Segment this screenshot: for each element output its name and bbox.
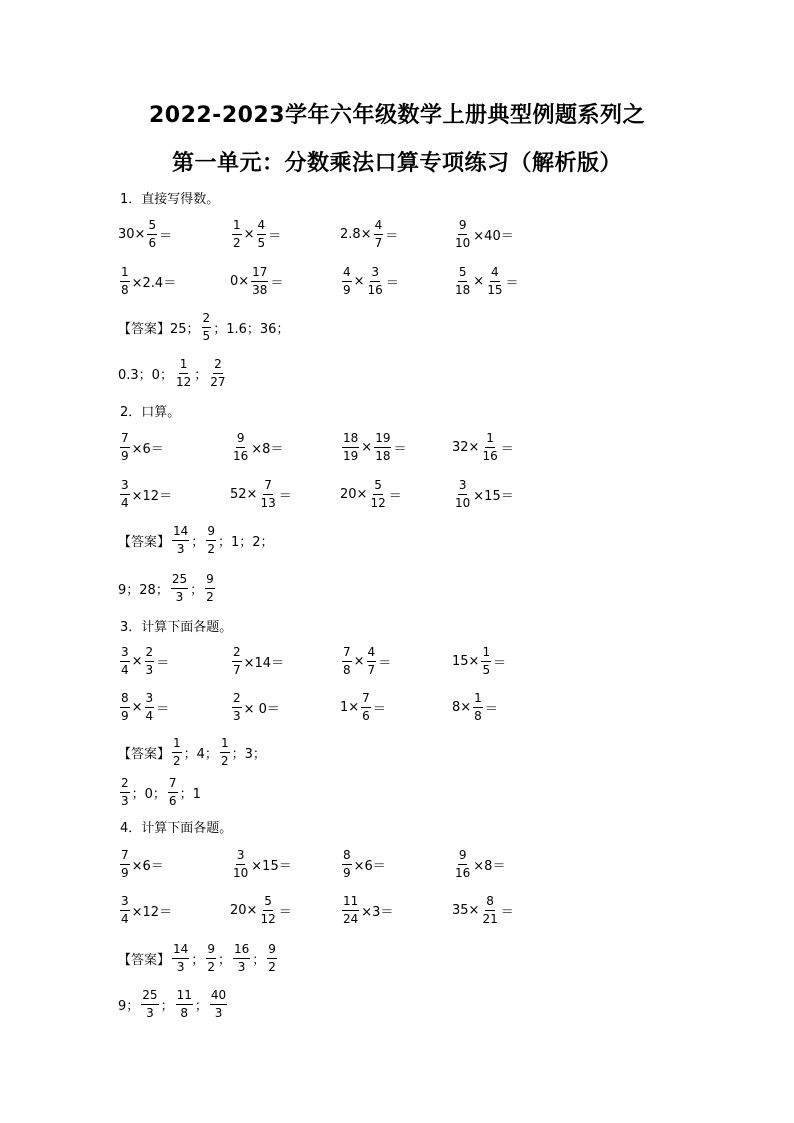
expression-text: ＝ [393, 441, 407, 457]
fraction [367, 265, 384, 298]
math-problem [118, 259, 176, 303]
fraction-denominator: 7 [367, 662, 376, 677]
math-problem [118, 425, 164, 469]
problem-row [0, 639, 794, 683]
expression-text: 1× [340, 699, 360, 715]
math-problem [452, 888, 514, 932]
fraction-numerator: 4 [374, 218, 384, 235]
fraction-denominator: 2 [173, 753, 181, 768]
fraction-denominator: 3 [121, 793, 129, 808]
fraction-denominator: 2 [268, 959, 276, 974]
fraction [205, 572, 215, 605]
expression-text: ＝ [505, 275, 519, 291]
fraction-numerator: 11 [342, 894, 359, 911]
problem-row [0, 212, 794, 256]
fraction-denominator: 5 [482, 662, 491, 677]
fraction [120, 848, 130, 881]
expression-text: × [361, 439, 373, 455]
expression-text: ＝ [159, 228, 173, 244]
expression-text: × 0＝ [243, 701, 280, 717]
fraction-numerator: 3 [120, 478, 130, 495]
expression-text: ×8＝ [251, 441, 284, 457]
fraction-numerator: 7 [263, 478, 273, 495]
math-problem [452, 685, 498, 729]
expression-text: × [243, 226, 255, 242]
math-problem [452, 842, 505, 886]
expression-text: ＝ [484, 701, 498, 717]
fraction-numerator: 1 [481, 645, 491, 662]
expression-text: × [353, 273, 365, 289]
fraction-numerator: 7 [342, 645, 352, 662]
problem-row [0, 842, 794, 886]
fraction [454, 848, 471, 881]
expression-text: ×40＝ [473, 228, 514, 244]
fraction [342, 265, 352, 298]
fraction-numerator: 17 [251, 265, 268, 282]
fraction-denominator: 10 [233, 865, 249, 880]
expression-text: ×14＝ [243, 655, 285, 671]
expression-text: ＝ [500, 904, 514, 920]
fraction-numerator: 7 [361, 691, 371, 708]
fraction-denominator: 16 [233, 448, 249, 463]
fraction-denominator: 3 [145, 662, 154, 677]
expression-text: 8× [452, 699, 472, 715]
fraction-denominator: 7 [233, 662, 241, 677]
fraction-denominator: 12 [370, 495, 386, 510]
answer-line [118, 518, 274, 562]
fraction-numerator: 3 [458, 478, 468, 495]
fraction-denominator: 21 [482, 911, 498, 926]
fraction-numerator: 2 [232, 691, 242, 708]
expression-text: ；4； [183, 746, 218, 762]
math-problem [230, 259, 283, 303]
fraction-denominator: 19 [343, 448, 359, 463]
fraction-denominator: 3 [214, 1005, 223, 1020]
fraction [481, 894, 498, 927]
question-heading: 4．计算下面各题。 [120, 821, 233, 836]
fraction-denominator: 8 [343, 662, 351, 677]
fraction-numerator: 9 [458, 848, 468, 865]
expression-text: ＝ [378, 655, 392, 671]
fraction-numerator: 3 [370, 265, 380, 282]
fraction [473, 691, 483, 724]
fraction-numerator: 9 [206, 524, 216, 541]
fraction-numerator: 7 [120, 431, 130, 448]
fraction [120, 776, 130, 809]
expression-text: ＝ [493, 655, 507, 671]
fraction-numerator: 3 [236, 848, 246, 865]
fraction-numerator: 8 [485, 894, 495, 911]
fraction [267, 942, 277, 975]
fraction-denominator: 10 [455, 495, 471, 510]
math-problem [230, 842, 292, 886]
expression-text: ＝ [372, 701, 386, 717]
expression-text: 32× [452, 439, 480, 455]
fraction-denominator: 3 [176, 541, 185, 556]
fraction [232, 645, 242, 678]
fraction [232, 218, 242, 251]
fraction-numerator: 2 [202, 311, 212, 328]
question-heading: 2．口算。 [120, 405, 181, 420]
math-problem [452, 639, 506, 683]
expression-text: ×6＝ [131, 858, 164, 874]
math-problem [230, 425, 283, 469]
fraction [172, 524, 189, 557]
fraction [342, 894, 359, 927]
expression-text: ×8＝ [473, 858, 506, 874]
fraction-denominator: 6 [362, 708, 370, 723]
fraction [209, 357, 226, 390]
math-problem [230, 639, 284, 683]
expression-text: ＝ [500, 441, 514, 457]
fraction [233, 942, 250, 975]
fraction [145, 645, 155, 678]
fraction-numerator: 2 [213, 357, 223, 374]
answer-line [118, 730, 266, 774]
fraction-numerator: 1 [179, 357, 189, 374]
answer-line [118, 566, 217, 610]
expression-text: 30× [118, 226, 146, 242]
answer-line [118, 305, 289, 349]
fraction [367, 645, 377, 678]
expression-text: 15× [452, 653, 480, 669]
math-problem [118, 212, 172, 256]
expression-text: 【答案】 [118, 952, 171, 968]
problem-row [0, 472, 794, 516]
answer-line [118, 351, 229, 395]
fraction-denominator: 3 [233, 708, 241, 723]
fraction-numerator: 7 [120, 848, 130, 865]
math-problem [118, 888, 172, 932]
expression-text: ＝ [388, 488, 402, 504]
fraction-denominator: 10 [455, 235, 471, 250]
fraction-denominator: 18 [375, 448, 391, 463]
fraction-numerator: 1 [473, 691, 483, 708]
fraction-denominator: 8 [121, 282, 129, 297]
fraction-numerator: 8 [120, 691, 130, 708]
fraction [454, 478, 471, 511]
fraction-denominator: 12 [175, 374, 192, 389]
fraction-numerator: 9 [458, 218, 468, 235]
fraction [369, 478, 386, 511]
answer-line [118, 770, 201, 814]
expression-text: ＝ [270, 275, 284, 291]
math-problem [118, 639, 169, 683]
math-problem [118, 472, 172, 516]
fraction-denominator: 38 [252, 282, 268, 297]
expression-text: ＝ [156, 701, 170, 717]
expression-text: ×12＝ [131, 904, 173, 920]
fraction-denominator: 3 [146, 1005, 154, 1020]
fraction-numerator: 9 [236, 431, 246, 448]
expression-text: ； [191, 534, 205, 550]
fraction-denominator: 12 [260, 911, 276, 926]
expression-text: × [131, 653, 143, 669]
math-problem [340, 685, 386, 729]
expression-text: ＝ [156, 655, 170, 671]
expression-text: × [353, 653, 365, 669]
fraction-numerator: 9 [205, 572, 215, 589]
fraction [176, 988, 193, 1021]
fraction-denominator: 9 [343, 865, 351, 880]
expression-text: 【答案】 [118, 534, 171, 550]
fraction-denominator: 4 [121, 911, 129, 926]
page-subtitle: 第一单元：分数乘法口算专项练习（解析版） [171, 151, 622, 176]
expression-text: ×2.4＝ [131, 275, 177, 291]
fraction-denominator: 9 [343, 282, 351, 297]
fraction [171, 572, 188, 605]
fraction [259, 894, 276, 927]
fraction-numerator: 14 [172, 524, 189, 541]
fraction-numerator: 2 [232, 645, 242, 662]
fraction-denominator: 4 [145, 708, 154, 723]
expression-text: 2.8× [340, 226, 372, 242]
fraction-denominator: 2 [220, 753, 229, 768]
fraction-numerator: 4 [342, 265, 352, 282]
expression-text: 9；28； [118, 582, 169, 598]
math-problem [118, 685, 169, 729]
fraction [342, 431, 359, 464]
fraction-numerator: 14 [172, 942, 189, 959]
fraction [141, 988, 158, 1021]
expression-text: 35× [452, 902, 480, 918]
fraction [172, 942, 189, 975]
fraction [210, 988, 227, 1021]
fraction-numerator: 9 [206, 942, 216, 959]
fraction-numerator: 3 [145, 691, 155, 708]
page-title: 2022-2023学年六年级数学上册典型例题系列之 [148, 103, 646, 128]
fraction [206, 942, 216, 975]
expression-text: ×6＝ [353, 858, 386, 874]
expression-text: ×12＝ [131, 488, 173, 504]
math-problem [230, 212, 281, 256]
fraction-denominator: 6 [168, 793, 177, 808]
math-problem [340, 842, 386, 886]
fraction-numerator: 3 [120, 645, 130, 662]
expression-text: ×15＝ [473, 488, 514, 504]
fraction-numerator: 4 [257, 218, 267, 235]
answer-line [118, 982, 229, 1026]
math-problem [230, 685, 280, 729]
expression-text: 52× [230, 486, 258, 502]
expression-text: ＝ [278, 488, 292, 504]
problem-row [0, 425, 794, 469]
fraction-denominator: 9 [121, 865, 129, 880]
math-problem [230, 888, 292, 932]
fraction-denominator: 3 [176, 959, 185, 974]
fraction-denominator: 16 [455, 865, 471, 880]
fraction [232, 691, 242, 724]
fraction-numerator: 18 [342, 431, 359, 448]
fraction [220, 736, 230, 769]
expression-text: ；1；2； [217, 534, 274, 550]
fraction-denominator: 9 [121, 448, 129, 463]
fraction-numerator: 1 [172, 736, 182, 753]
expression-text: ；1.6；36； [213, 321, 290, 337]
expression-text: ＝ [385, 275, 399, 291]
expression-text: 9； [118, 998, 140, 1014]
fraction-denominator: 2 [233, 235, 241, 250]
math-problem [452, 472, 514, 516]
fraction [206, 524, 216, 557]
fraction [147, 218, 157, 251]
expression-text: ×15＝ [251, 858, 292, 874]
question-heading: 3．计算下面各题。 [120, 620, 233, 635]
fraction-denominator: 24 [343, 911, 359, 926]
fraction-numerator: 4 [490, 265, 500, 282]
fraction [454, 265, 471, 298]
fraction-numerator: 7 [168, 776, 178, 793]
fraction [481, 431, 498, 464]
fraction [120, 265, 130, 298]
fraction-numerator: 5 [263, 894, 273, 911]
math-problem [452, 212, 514, 256]
fraction-denominator: 7 [374, 235, 383, 250]
fraction-numerator: 19 [374, 431, 391, 448]
fraction [145, 691, 155, 724]
fraction-numerator: 2 [145, 645, 155, 662]
fraction [120, 691, 130, 724]
fraction-numerator: 1 [485, 431, 495, 448]
fraction [120, 478, 130, 511]
fraction [259, 478, 276, 511]
fraction-numerator: 11 [176, 988, 193, 1005]
fraction [172, 736, 182, 769]
problem-row [0, 685, 794, 729]
math-problem [340, 639, 391, 683]
math-problem [340, 259, 399, 303]
expression-text: ＝ [268, 228, 282, 244]
fraction-denominator: 4 [121, 662, 129, 677]
expression-text: ×6＝ [131, 441, 164, 457]
fraction-denominator: 16 [482, 448, 498, 463]
fraction [342, 645, 352, 678]
fraction-numerator: 25 [141, 988, 158, 1005]
expression-text: ； [160, 998, 174, 1014]
fraction-numerator: 25 [171, 572, 188, 589]
expression-text: × [473, 273, 485, 289]
fraction-denominator: 16 [367, 282, 383, 297]
expression-text: ； [191, 952, 205, 968]
problem-row [0, 259, 794, 303]
question-heading: 1．直接写得数。 [120, 192, 220, 207]
fraction [120, 645, 130, 678]
expression-text: × [131, 699, 143, 715]
fraction-numerator: 1 [220, 736, 230, 753]
expression-text: ＝ [385, 228, 399, 244]
fraction [168, 776, 178, 809]
expression-text: ；3； [231, 746, 266, 762]
problem-row [0, 888, 794, 932]
fraction-denominator: 5 [202, 328, 211, 343]
expression-text: ；1 [179, 786, 201, 802]
fraction-numerator: 4 [367, 645, 377, 662]
expression-text: ； [190, 582, 204, 598]
fraction-numerator: 1 [120, 265, 130, 282]
math-problem [118, 842, 164, 886]
fraction-denominator: 2 [206, 589, 214, 604]
fraction-numerator: 5 [458, 265, 468, 282]
fraction-denominator: 5 [257, 235, 266, 250]
math-problem [340, 212, 398, 256]
math-problem [340, 888, 393, 932]
fraction [486, 265, 503, 298]
fraction-denominator: 18 [455, 282, 471, 297]
fraction-numerator: 5 [147, 218, 157, 235]
fraction [251, 265, 268, 298]
fraction [454, 218, 471, 251]
expression-text: ×3＝ [361, 904, 394, 920]
math-problem [452, 425, 514, 469]
fraction-denominator: 4 [121, 495, 129, 510]
fraction-numerator: 16 [233, 942, 250, 959]
expression-text: 【答案】 [118, 746, 171, 762]
fraction-denominator: 15 [487, 282, 503, 297]
fraction-numerator: 9 [267, 942, 277, 959]
fraction [374, 431, 391, 464]
math-problem [340, 425, 406, 469]
fraction-denominator: 8 [180, 1005, 189, 1020]
fraction-denominator: 13 [260, 495, 276, 510]
fraction-numerator: 5 [373, 478, 383, 495]
fraction [232, 431, 249, 464]
fraction-denominator: 8 [474, 708, 482, 723]
fraction-denominator: 27 [210, 374, 226, 389]
fraction [202, 311, 212, 344]
fraction-denominator: 6 [148, 235, 157, 250]
expression-text: ； [194, 998, 208, 1014]
fraction-numerator: 2 [120, 776, 130, 793]
expression-text: ； [194, 367, 208, 383]
fraction-denominator: 3 [175, 589, 184, 604]
fraction-numerator: 1 [232, 218, 242, 235]
fraction [481, 645, 491, 678]
fraction [257, 218, 267, 251]
math-problem [230, 472, 292, 516]
math-problem [340, 472, 402, 516]
math-problem [452, 259, 518, 303]
fraction-numerator: 40 [210, 988, 227, 1005]
fraction-numerator: 8 [342, 848, 352, 865]
expression-text: ＝ [278, 904, 292, 920]
fraction-denominator: 2 [207, 959, 215, 974]
expression-text: ； [217, 952, 231, 968]
expression-text: 0× [230, 273, 250, 289]
expression-text: 【答案】25； [118, 321, 200, 337]
fraction-numerator: 3 [120, 894, 130, 911]
fraction [342, 848, 352, 881]
fraction [175, 357, 192, 390]
fraction [120, 431, 130, 464]
fraction-denominator: 2 [207, 541, 215, 556]
expression-text: ； [252, 952, 266, 968]
fraction [120, 894, 130, 927]
answer-line [118, 936, 279, 980]
expression-text: 20× [340, 486, 368, 502]
fraction-denominator: 3 [237, 959, 246, 974]
fraction [361, 691, 371, 724]
fraction [232, 848, 249, 881]
expression-text: ；0； [131, 786, 166, 802]
expression-text: 0.3；0； [118, 367, 173, 383]
expression-text: 20× [230, 902, 258, 918]
fraction [374, 218, 384, 251]
fraction-denominator: 9 [121, 708, 129, 723]
